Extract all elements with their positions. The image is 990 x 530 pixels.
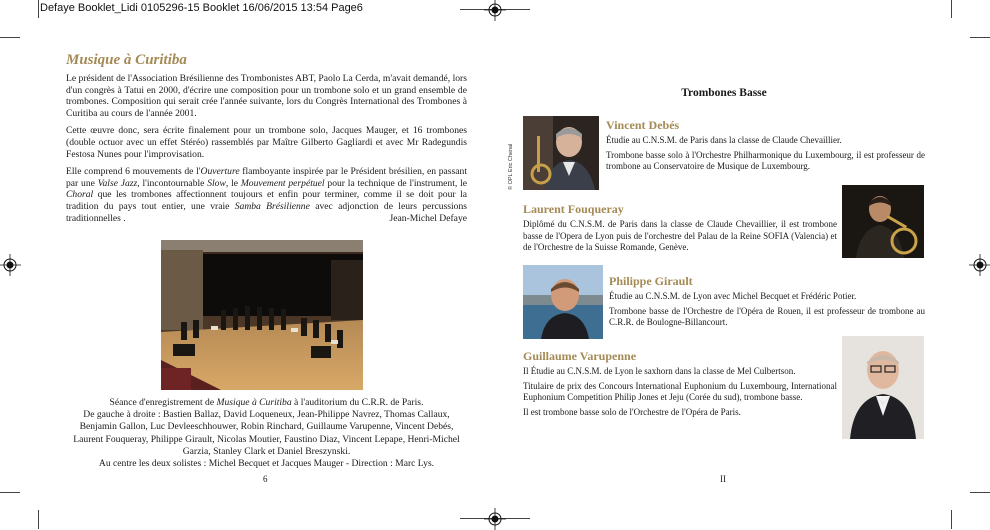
page-number-left: 6 (263, 474, 268, 484)
bio-name: Vincent Debés (606, 118, 680, 132)
paragraph-3: Elle comprend 6 mouvements de l'Ouverture flamboyante inspirée par le Président brésilien, en passant par une Valse Jazz, l'incontournable Slow, le Mouvement perpétuel pour la technique de l'instrument, le Choral que les trombones affectionnent toujours et enfin pour terminer, comme il se doit pour la tradition du pays tout entier, une vraie Samba Brésilienne avec adjonction de leurs percussions traditionnelles . Jean-Michel Defaye (66, 166, 468, 224)
bio-text: Titulaire de prix des Concours International Euphonium du Luxembourg, International Euphonium Competition Philip Jones et Jeju (Corée du sud), trombone basse. (523, 380, 837, 403)
portrait-vincent-debes (523, 116, 599, 190)
recording-session-photo (161, 240, 363, 390)
bio-philippe-girault (609, 274, 925, 332)
registration-mark-icon (484, 0, 506, 21)
portrait-philippe-girault (523, 265, 603, 339)
paragraph-2: Cette œuvre donc, sera écrite finalement pour un trombone solo, Jacques Mauger, et 16 trombones (double octuor avec un effet Stéréo) rassemblés par Maître Gilberto Gagliardi et avec Mr Radegundis Festosa Nunes pour l'improvisation. (66, 125, 467, 160)
bio-name: Laurent Fouqueray (523, 202, 624, 216)
crop-mark (0, 37, 20, 38)
bio-text: Étudie au C.N.S.M. de Lyon avec Michel Becquet et Frédéric Potier. (609, 291, 857, 301)
bio-name: Guillaume Varupenne (523, 349, 637, 363)
bio-text: Trombone basse solo à l'Orchestre Philharmonique du Luxembourg, il est professeur de trombone au Conservatoire de Musique de Luxembourg. (606, 149, 925, 172)
crop-mark (38, 510, 39, 529)
crop-mark (970, 492, 990, 493)
print-slug: Defaye Booklet_Lidi 0105296-15 Booklet 16/06/2015 13:54 Page6 (40, 2, 363, 14)
caption-line-2: De gauche à droite : Bastien Ballaz, David Loqueneux, Jean-Philippe Navrez, Thomas Callaux, Benjamin Gallon, Luc Devleeschhouwer, Robin Rinchard, Guillaume Varupenne, Vincent Debés, Laurent Fouqueray, Philippe Girault, Nicolas Moutier, Faustino Diaz, Vincent Lepape, Henri-Michel Garzia, Stanley Clark et Daniel Breszynski. (73, 409, 460, 457)
crop-mark (38, 0, 39, 18)
section-title: Musique à Curitiba (66, 52, 187, 68)
crop-mark (970, 37, 990, 38)
bio-text: Trombone basse de l'Orchestre de l'Opéra de Rouen, il est professeur de trombone au C.R.R. de Boulogne-Billancourt. (609, 305, 925, 328)
bio-text: Diplômé du C.N.S.M. de Paris dans la classe de Claude Chevaillier, il est trombone basse de l'Opera de Lyon puis de l'orchestre del Palau de la Reine SOFIA (Valencia) et de l'Orchestre de la Suisse Romande, Genève. (523, 219, 837, 253)
caption-line-1: Séance d'enregistrement de Musique à Curitiba à l'auditorium du C.R.R. de Paris. (109, 397, 424, 408)
photo-credit: © OPL Eric Chenal (508, 143, 514, 190)
bio-text: Étudie au C.N.S.M. de Paris dans la classe de Claude Chevaillier. (606, 135, 842, 145)
portrait-laurent-fouqueray (842, 185, 924, 258)
caption-line-3: Au centre les deux solistes : Michel Becquet et Jacques Mauger - Direction : Marc Lys. (98, 458, 435, 470)
bio-text: Il est trombone basse solo de l'Orchestre de l'Opéra de Paris. (523, 406, 741, 417)
crop-mark (951, 510, 952, 529)
bio-text: Il Étudie au C.N.S.M. de Lyon le saxhorn dans la classe de Mel Culbertson. (523, 366, 796, 376)
photo-caption (66, 397, 467, 470)
bio-laurent-fouqueray (523, 202, 837, 257)
portrait-guillaume-varupenne (842, 336, 924, 439)
signature: Jean-Michel Defaye (389, 212, 467, 224)
right-page-title: Trombones Basse (681, 87, 767, 99)
crop-mark (0, 492, 20, 493)
bio-vincent-debes (606, 118, 925, 176)
registration-mark-icon (0, 254, 21, 276)
bio-guillaume-varupenne (523, 349, 837, 421)
paragraph-1: Le président de l'Association Brésilienne des Trombonistes ABT, Paolo La Cerda, m'avait demandé, lors d'un congrès à Tatui en 2000, d'écrire une composition pour un trombone solo et un grand ensemble de trombones. Composition qui serait crée l'année suivante, lors du Congrès International des Trombones à Curitiba au cours de l'année 2001. (66, 73, 467, 119)
page-number-right: II (720, 474, 726, 484)
crop-mark (951, 0, 952, 18)
registration-mark-icon (484, 508, 506, 530)
registration-mark-icon (969, 254, 990, 276)
left-page (66, 52, 467, 230)
bio-name: Philippe Girault (609, 274, 693, 288)
